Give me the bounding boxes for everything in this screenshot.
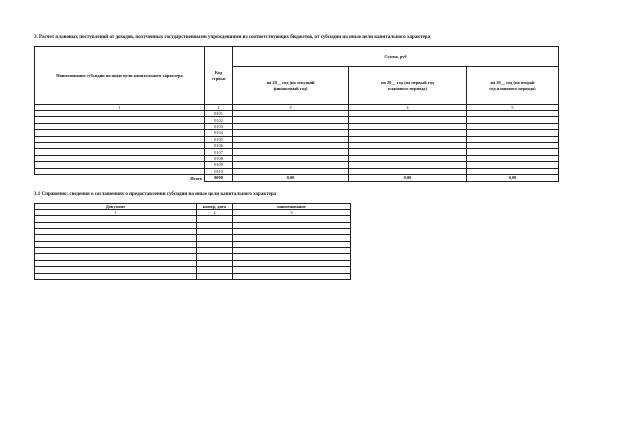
column-number: 2	[197, 210, 233, 216]
total-row	[35, 174, 559, 181]
row-code: 0107	[205, 149, 233, 155]
total-value: 0,00	[349, 174, 467, 181]
total-value: 0,00	[233, 174, 349, 181]
document-cell[interactable]	[35, 273, 197, 279]
row-code: 0102	[205, 117, 233, 123]
column-number: 1	[35, 105, 205, 111]
section3-title: 3. Расчет плановых поступлений от доходов, полученных государственными учреждениями из соответствующих бюджетов, от субсидии на иные цели капитального характера	[34, 35, 431, 40]
column-number: 3	[233, 105, 349, 111]
header-sum: Сумма, руб	[233, 47, 559, 67]
header-name: наименование	[233, 204, 351, 210]
header-row-code: Код строки	[205, 47, 233, 105]
row-code: 0110	[205, 168, 233, 174]
income-plan-table	[34, 46, 559, 182]
header-first-plan-year: на 20__ год (на первый год планового периода)	[349, 67, 467, 105]
total-code: 9000	[205, 174, 233, 181]
row-code: 0104	[205, 130, 233, 136]
table-row	[35, 273, 351, 279]
column-number: 3	[233, 210, 351, 216]
column-number: 5	[467, 105, 559, 111]
column-number: 4	[349, 105, 467, 111]
section31-title: 3.1 Справочно: сведения о соглашениях о предоставлении субсидии на иные цели капитального характера	[34, 192, 277, 197]
header-second-plan-year: на 20__ год (на второй год планового периода)	[467, 67, 559, 105]
header-subsidy-name: Наименование субсидии на иные цели капитального характера	[35, 47, 205, 105]
row-code: 0109	[205, 162, 233, 168]
number-date-cell[interactable]	[197, 273, 233, 279]
row-code: 0105	[205, 136, 233, 142]
total-value: 0,00	[467, 174, 559, 181]
row-code: 0106	[205, 143, 233, 149]
name-cell[interactable]	[233, 273, 351, 279]
column-number: 2	[205, 105, 233, 111]
row-code: 0101	[205, 111, 233, 117]
header-document: Документ	[35, 204, 197, 210]
total-label: Итого	[190, 175, 202, 181]
row-code: 0108	[205, 155, 233, 161]
agreements-table	[34, 203, 351, 280]
header-current-year: на 20__ год (на текущий финансовый год)	[233, 67, 349, 105]
header-number-date: номер, дата	[197, 204, 233, 210]
column-number: 1	[35, 210, 197, 216]
row-code: 0103	[205, 123, 233, 129]
